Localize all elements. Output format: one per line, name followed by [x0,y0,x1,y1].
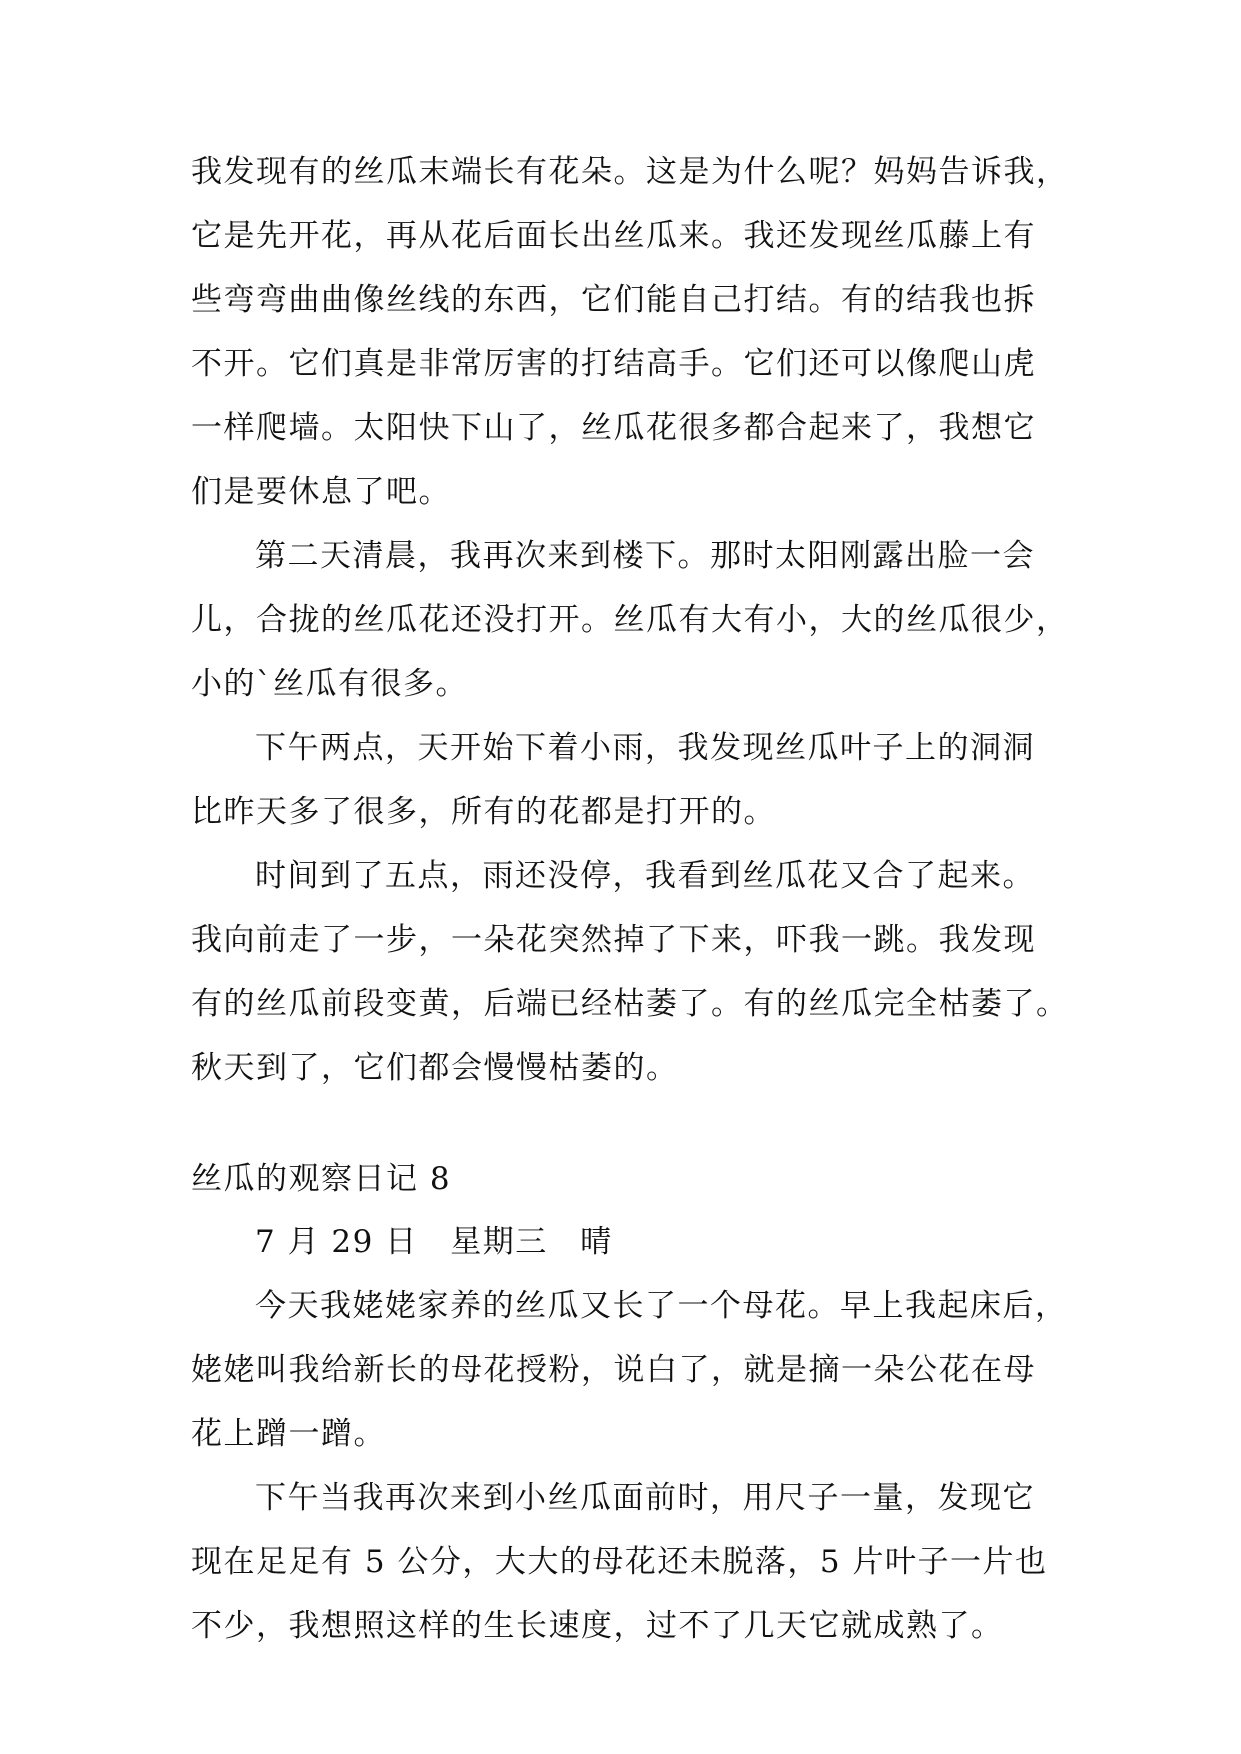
date-line: 7 月 29 日 星期三 晴 [255,1224,613,1260]
paragraph-line: 花上蹭一蹭。 [191,1416,386,1452]
paragraph-line: 比昨天多了很多，所有的花都是打开的。 [191,794,776,830]
paragraph-line: 第二天清晨，我再次来到楼下。那时太阳刚露出脸一会 [255,538,1035,574]
paragraph-line: 有的丝瓜前段变黄，后端已经枯萎了。有的丝瓜完全枯萎了。 [191,986,1069,1022]
paragraph-line: 不少，我想照这样的生长速度，过不了几天它就成熟了。 [191,1608,1004,1644]
paragraph-line: 们是要休息了吧。 [191,474,451,510]
paragraph-line: 时间到了五点，雨还没停，我看到丝瓜花又合了起来。 [255,858,1035,894]
paragraph-line: 今天我姥姥家养的丝瓜又长了一个母花。早上我起床后， [255,1288,1068,1324]
paragraph-line: 秋天到了，它们都会慢慢枯萎的。 [191,1050,679,1086]
paragraph-line: 我向前走了一步，一朵花突然掉了下来，吓我一跳。我发现 [191,922,1036,958]
paragraph-line: 现在足足有 5 公分，大大的母花还未脱落，5 片叶子一片也 [191,1544,1048,1580]
paragraph-line: 下午当我再次来到小丝瓜面前时，用尺子一量，发现它 [255,1480,1035,1516]
paragraph-line: 些弯弯曲曲像丝线的东西，它们能自己打结。有的结我也拆 [191,282,1036,318]
paragraph-line: 小的`丝瓜有很多。 [191,666,468,702]
paragraph-line: 一样爬墙。太阳快下山了，丝瓜花很多都合起来了，我想它 [191,410,1036,446]
paragraph-line: 不开。它们真是非常厉害的打结高手。它们还可以像爬山虎 [191,346,1036,382]
section-title: 丝瓜的观察日记 8 [191,1161,452,1197]
paragraph-line: 它是先开花，再从花后面长出丝瓜来。我还发现丝瓜藤上有 [191,218,1036,254]
paragraph-line: 我发现有的丝瓜末端长有花朵。这是为什么呢？妈妈告诉我， [191,154,1069,190]
paragraph-line: 儿，合拢的丝瓜花还没打开。丝瓜有大有小，大的丝瓜很少， [191,602,1069,638]
paragraph-line: 姥姥叫我给新长的母花授粉，说白了，就是摘一朵公花在母 [191,1352,1036,1388]
paragraph-line: 下午两点，天开始下着小雨，我发现丝瓜叶子上的洞洞 [255,730,1035,766]
